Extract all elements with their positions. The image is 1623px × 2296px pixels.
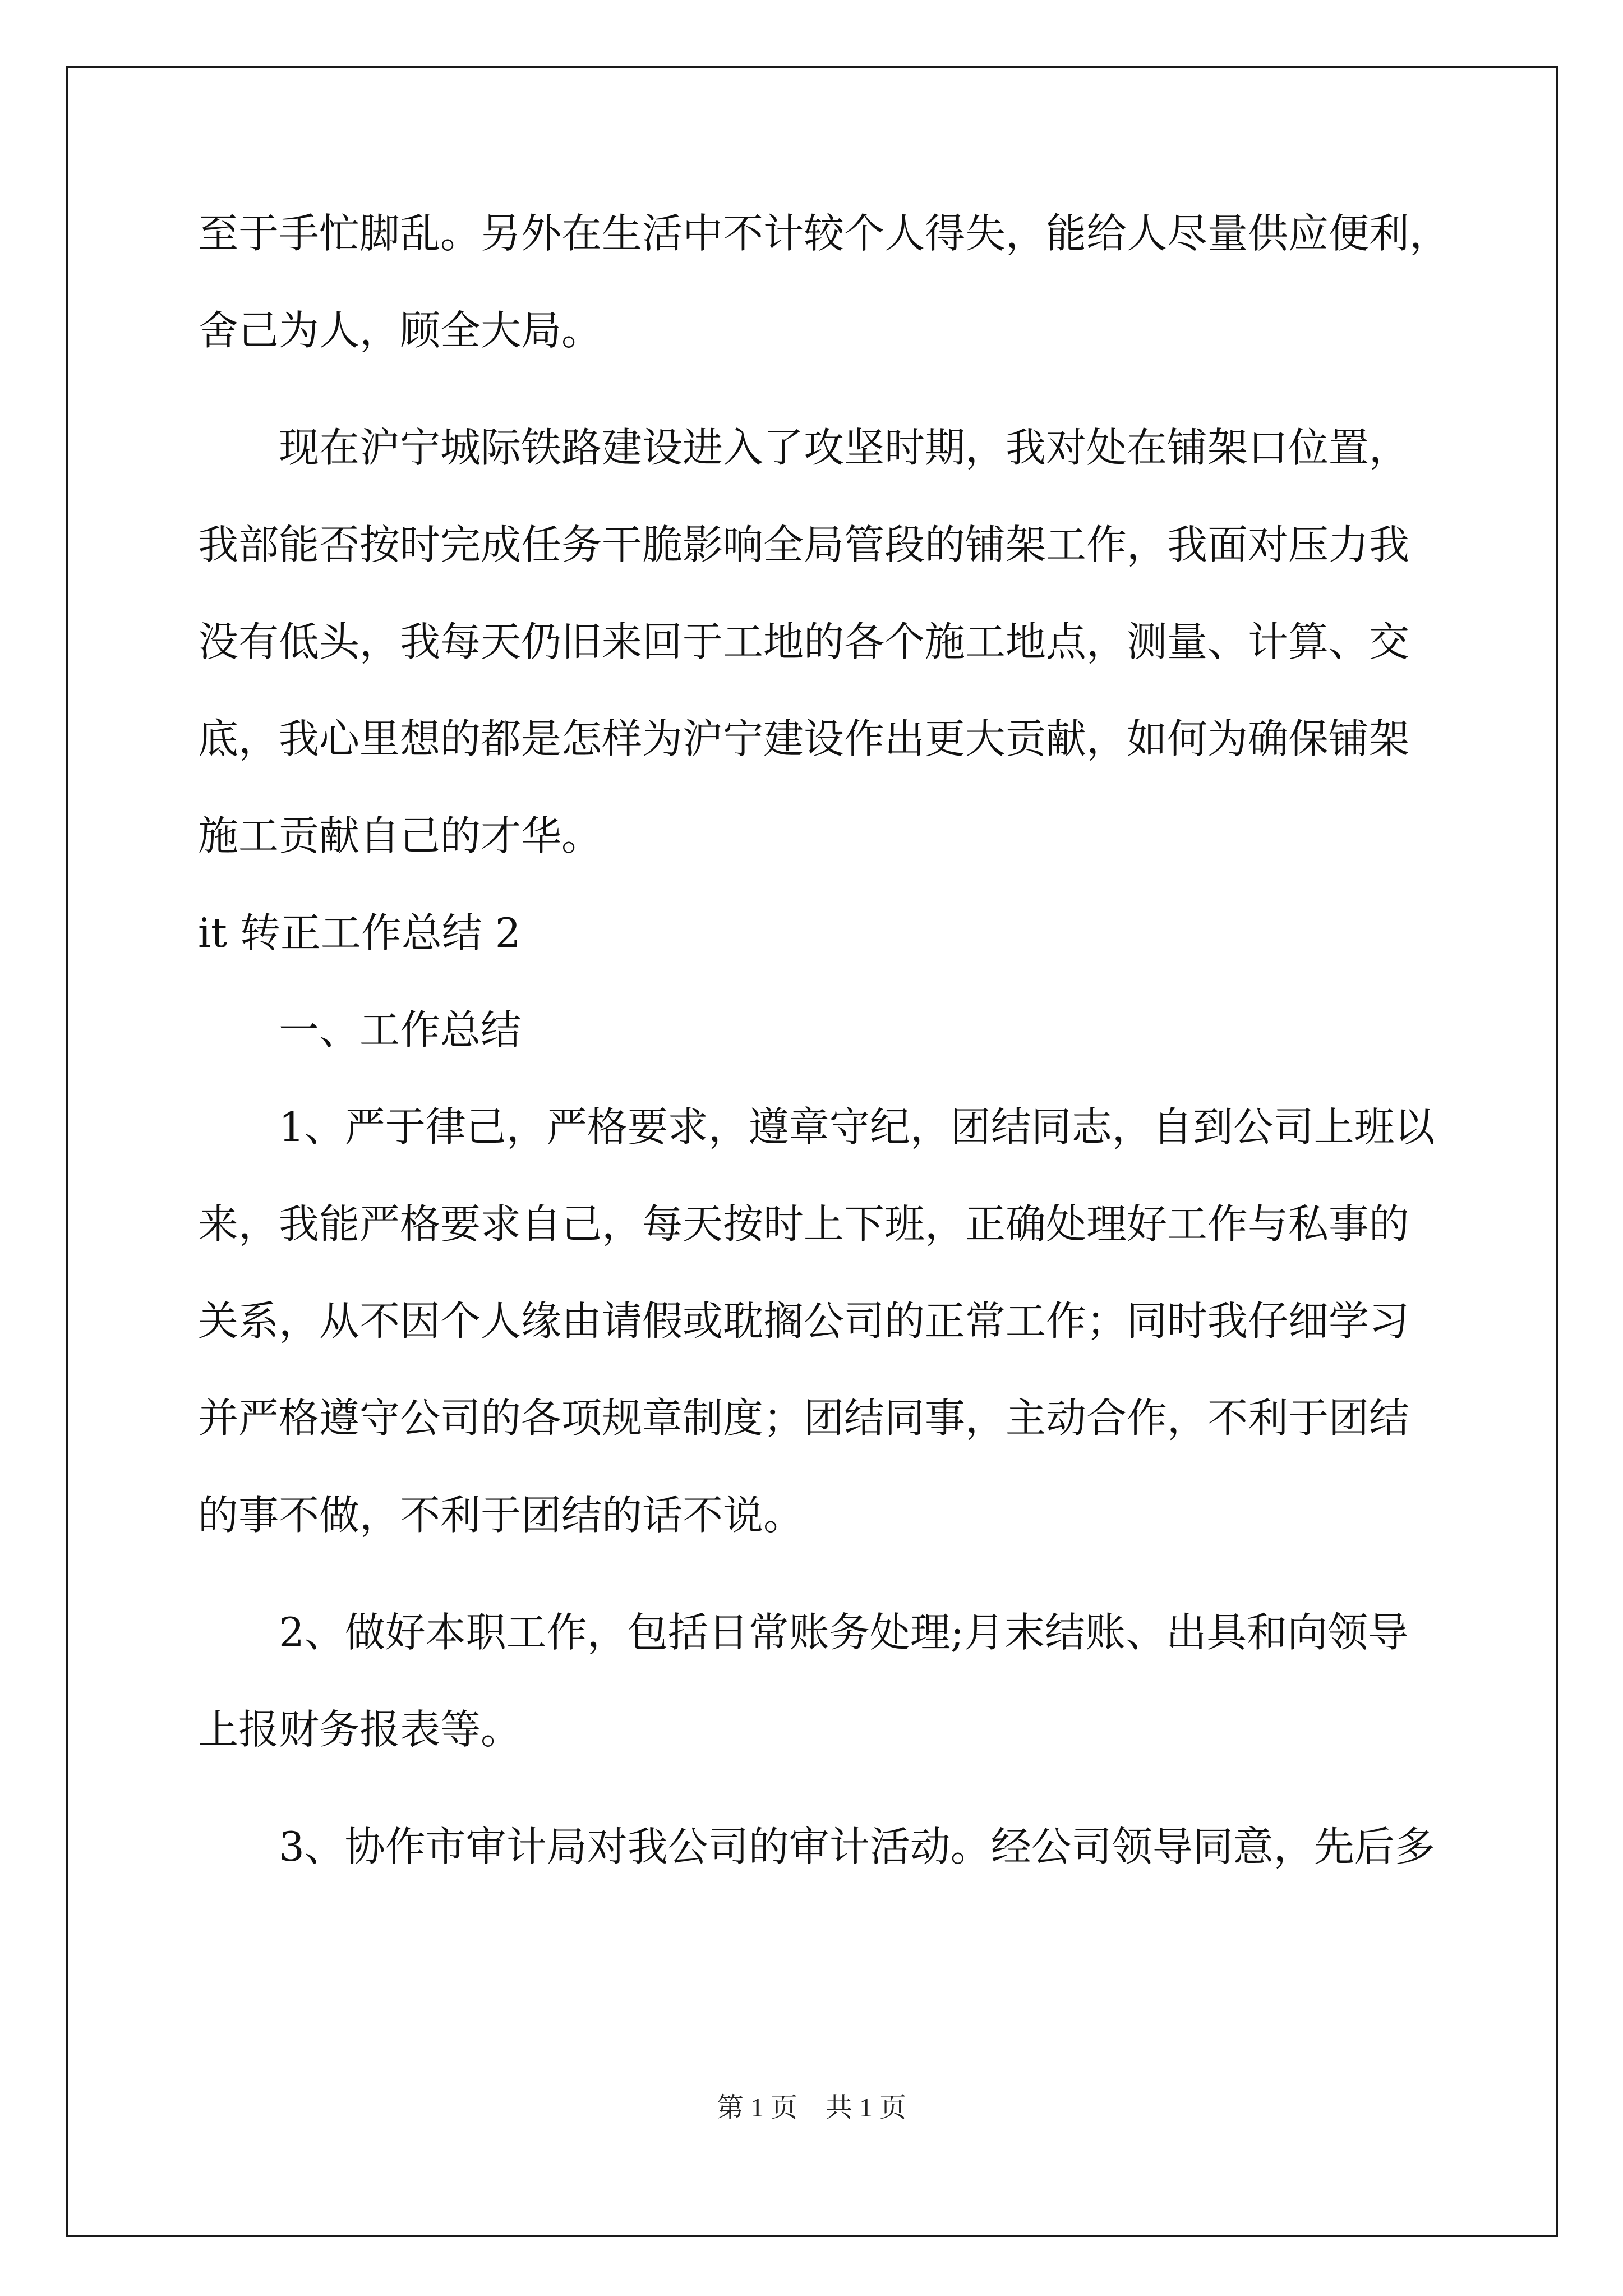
page-number: 第 1 页: [716, 2093, 797, 2123]
text-line: 底，我心里想的都是怎样为沪宁建设作出更大贡献，如何为确保铺架: [198, 715, 1410, 762]
paragraph-start: 现在沪宁城际铁路建设进入了攻坚时期，我对处在铺架口位置，: [279, 424, 1410, 471]
text-line: 并严格遵守公司的各项规章制度；团结同事，主动合作，不利于团结: [198, 1395, 1410, 1442]
subsection-heading: 一、工作总结: [279, 1006, 522, 1053]
paragraph-start: 2、做好本职工作，包括日常账务处理;月末结账、出具和向领导: [279, 1609, 1409, 1656]
text-line: 上报财务报表等。: [198, 1706, 522, 1753]
page-total: 共 1 页: [826, 2093, 907, 2123]
paragraph-start: 1、严于律己，严格要求，遵章守纪，团结同志，自到公司上班以: [279, 1103, 1435, 1151]
text-line: 关系，从不因个人缘由请假或耽搁公司的正常工作；同时我仔细学习: [198, 1297, 1410, 1345]
text-line: 施工贡献自己的才华。: [198, 812, 602, 859]
text-line: 来，我能严格要求自己，每天按时上下班，正确处理好工作与私事的: [198, 1200, 1410, 1248]
page-footer: [0, 2086, 1623, 2124]
paragraph-start: 3、协作市审计局对我公司的审计活动。经公司领导同意，先后多: [279, 1823, 1435, 1870]
text-line: 舍己为人，顾全大局。: [198, 307, 602, 354]
text-line: 我部能否按时完成任务干脆影响全局管段的铺架工作，我面对压力我: [198, 521, 1410, 568]
text-line: 的事不做，不利于团结的话不说。: [198, 1492, 804, 1539]
text-line: 至于手忙脚乱。另外在生活中不计较个人得失，能给人尽量供应便利，: [198, 210, 1450, 257]
text-line: 没有低头，我每天仍旧来回于工地的各个施工地点，测量、计算、交: [198, 618, 1410, 665]
document-body: [198, 185, 1450, 1895]
section-heading: it 转正工作总结 2: [198, 909, 521, 956]
